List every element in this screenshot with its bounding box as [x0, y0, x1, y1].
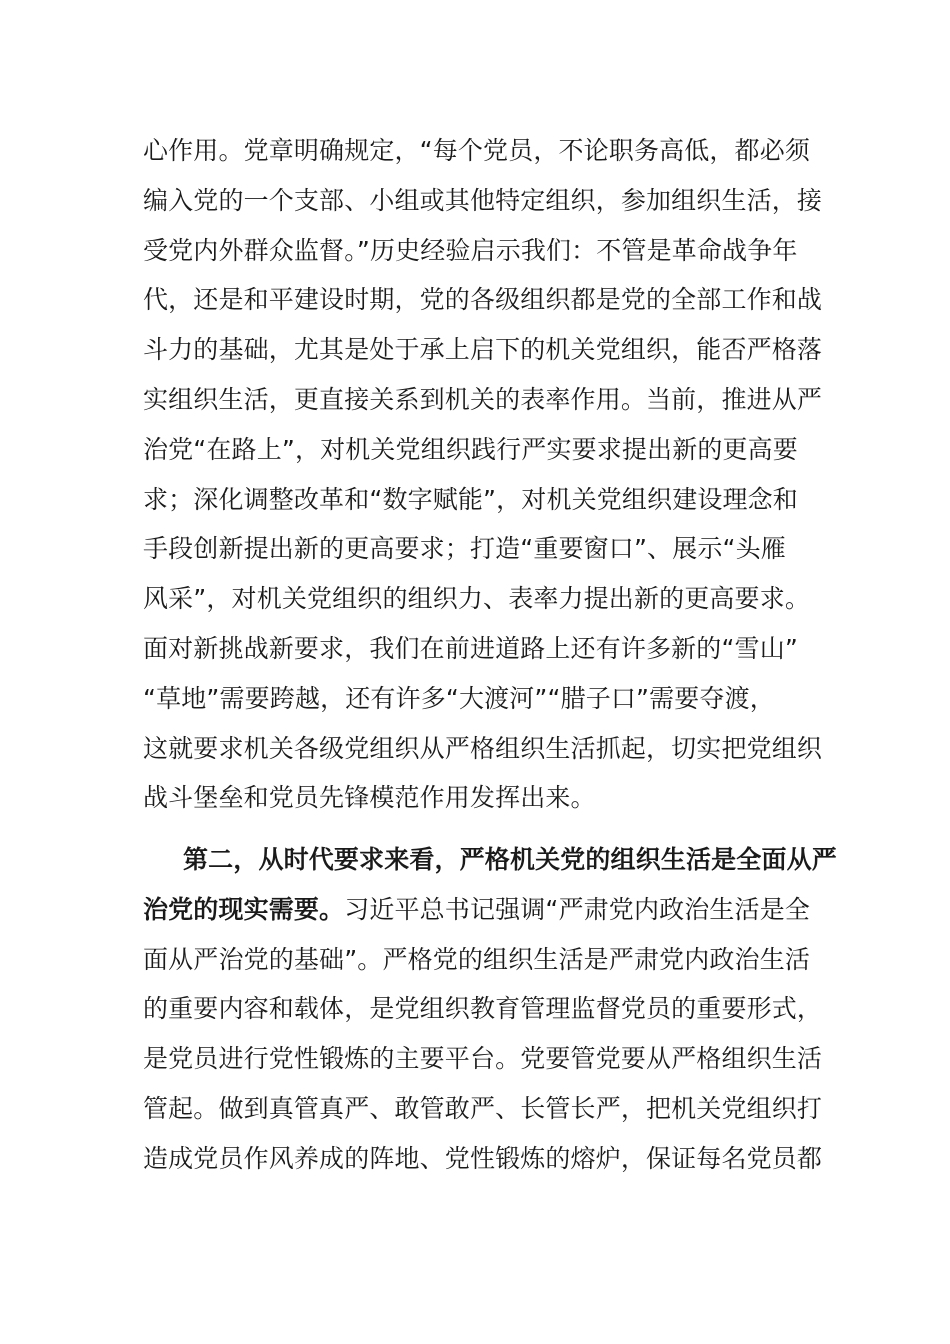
text-line: 的重要内容和载体，是党组织教育管理监督党员的重要形式， [143, 994, 823, 1024]
paragraph-heading-line: 第二，从时代要求来看，严格机关党的组织生活是全面从严 [183, 845, 837, 874]
paragraph-2 [143, 835, 837, 1184]
paragraph-1 [143, 126, 823, 823]
text-line: 心作用。党章明确规定，“每个党员，不论职务高低，都必须 [143, 136, 811, 165]
text-line: 造成党员作风养成的阵地、党性锻炼的熔炉，保证每名党员都 [143, 1143, 823, 1173]
text-line: 代，还是和平建设时期，党的各级组织都是党的全部工作和战 [143, 285, 823, 315]
text-line: 面对新挑战新要求，我们在前进道路上还有许多新的“雪山” [143, 633, 798, 663]
text-line: 管起。做到真管真严、敢管敢严、长管长严，把机关党组织打 [143, 1093, 823, 1123]
text-line: 编入党的一个支部、小组或其他特定组织，参加组织生活，接 [143, 185, 823, 215]
text-line: 这就要求机关各级党组织从严格组织生活抓起，切实把党组织 [143, 733, 823, 763]
text-line: 斗力的基础，尤其是处于承上启下的机关党组织，能否严格落 [143, 335, 823, 365]
paragraph-heading-end: 治党的现实需要。 [143, 894, 345, 924]
text-line [143, 885, 823, 935]
text-line: 求；深化调整改革和“数字赋能”，对机关党组织建设理念和 [143, 484, 798, 514]
text-line: 治党“在路上”，对机关党组织践行严实要求提出新的更高要 [143, 434, 798, 464]
text-line: 风采”，对机关党组织的组织力、表率力提出新的更高要求。 [143, 584, 811, 614]
text-line: 面从严治党的基础”。严格党的组织生活是严肃党内政治生活 [143, 944, 811, 974]
text-line: 受党内外群众监督。”历史经验启示我们：不管是革命战争年 [143, 235, 798, 265]
text-line: 战斗堡垒和党员先锋模范作用发挥出来。 [143, 783, 596, 813]
text-line: 是党员进行党性锻炼的主要平台。党要管党要从严格组织生活 [143, 1044, 823, 1074]
text-span: 习近平总书记强调“严肃党内政治生活是全 [344, 894, 811, 924]
text-line: “草地”需要跨越，还有许多“大渡河”“腊子口”需要夺渡， [143, 683, 775, 713]
text-line: 手段创新提出新的更高要求；打造“重要窗口”、展示“头雁 [143, 534, 786, 564]
text-line: 实组织生活，更直接关系到机关的表率作用。当前，推进从严 [143, 384, 823, 414]
